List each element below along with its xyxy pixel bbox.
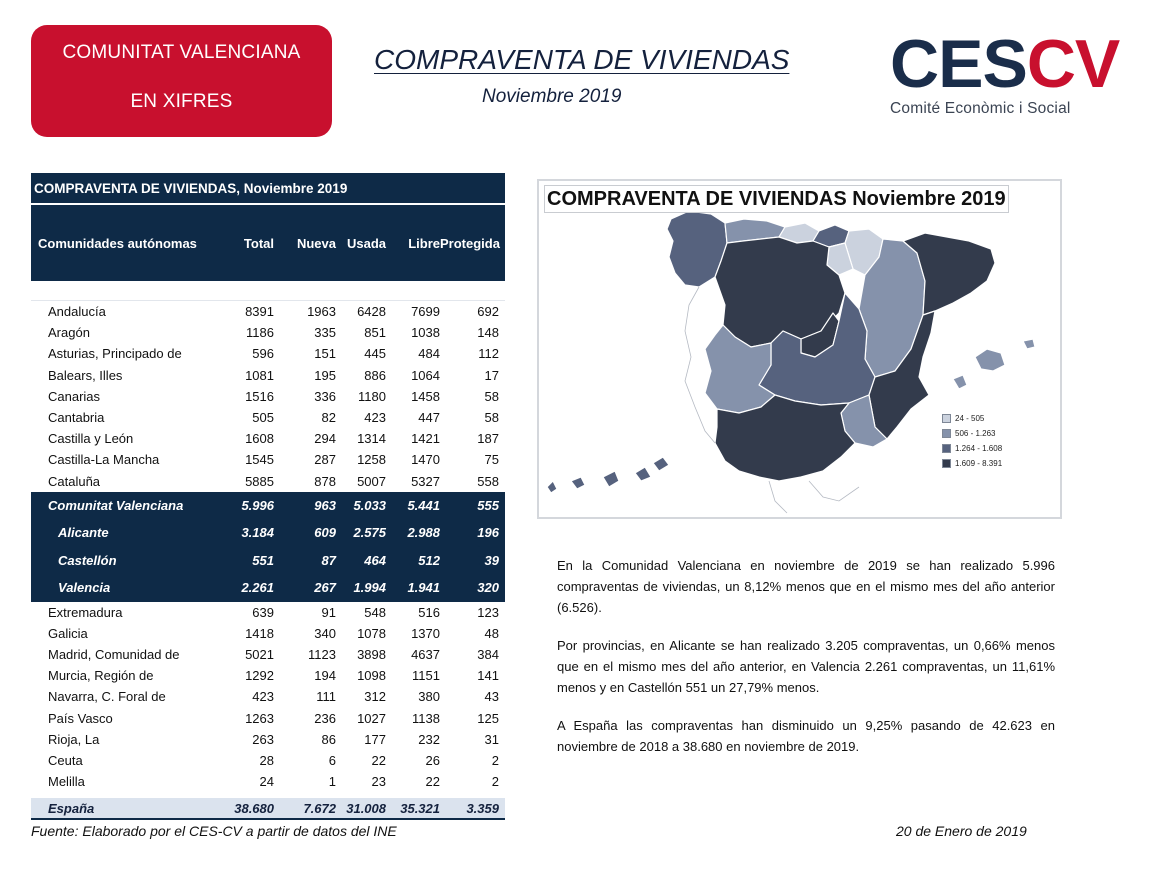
table-row [31,519,505,547]
row-label: Canarias [48,388,101,404]
row-label: Balears, Illes [48,367,123,383]
table-row [31,644,505,665]
cell-nueva: 195 [314,367,336,383]
cell-usada: 423 [364,409,386,425]
table-row [31,449,505,470]
cell-nueva: 111 [316,689,336,705]
cell-total: 24 [259,774,274,790]
table-row [31,574,505,602]
cell-usada: 312 [364,689,386,705]
cell-protegida: 39 [484,552,499,568]
cell-total: 263 [252,731,274,747]
cell-protegida: 112 [478,346,499,362]
cell-usada: 548 [364,604,386,620]
cell-total: 5.996 [241,497,274,513]
cell-total: 1608 [245,431,274,447]
cell-libre: 7699 [411,304,440,319]
table-header [31,205,505,281]
cell-protegida: 3.359 [466,801,499,817]
row-label: España [48,801,95,817]
cell-nueva: 6 [328,753,336,768]
row-label: Castilla y León [48,431,134,447]
cell-protegida: 692 [477,304,499,319]
cell-libre: 1458 [411,388,440,404]
row-label: Ceuta [48,753,83,768]
cell-protegida: 58 [484,388,499,404]
cell-libre: 1421 [411,431,440,447]
cell-usada: 1098 [357,668,386,684]
row-label: Cataluña [48,473,101,489]
cell-total: 639 [252,604,274,620]
cell-nueva: 86 [321,731,336,747]
map-region-canarias [547,457,669,493]
table-title: COMPRAVENTA DE VIVIENDAS, Noviembre 2019 [31,173,505,205]
cell-protegida: 555 [477,497,499,513]
cell-nueva: 878 [314,473,336,489]
row-label: Rioja, La [48,731,100,747]
row-label: Castilla-La Mancha [48,452,160,468]
row-label: Murcia, Región de [48,668,154,684]
cell-usada: 1027 [357,710,386,726]
row-label: Madrid, Comunidad de [48,647,180,663]
cell-protegida: 31 [484,731,499,747]
cell-protegida: 75 [484,452,499,468]
col-header-region: Comunidades autónomas [38,235,197,251]
cell-usada: 445 [364,346,386,362]
cell-protegida: 48 [484,625,499,641]
cescv-logo: CESCV Comité Econòmic i Social [890,26,1120,117]
page-subtitle: Noviembre 2019 [482,86,622,107]
cell-protegida: 43 [484,689,499,705]
cell-protegida: 558 [477,473,499,489]
cell-libre: 1470 [411,452,440,468]
cell-total: 423 [252,689,274,705]
publication-date: 20 de Enero de 2019 [896,823,1027,839]
page-title: COMPRAVENTA DE VIVIENDAS [374,44,790,75]
badge-line-2: EN XIFRES [130,91,233,112]
row-label: País Vasco [48,710,113,726]
cell-libre: 35.321 [400,801,440,817]
cell-protegida: 17 [484,367,499,383]
cell-nueva: 151 [314,346,336,362]
cell-nueva: 963 [314,497,336,513]
row-label: Castellón [58,552,117,568]
row-label: Extremadura [48,604,123,620]
cell-total: 1516 [245,388,274,404]
cell-total: 505 [252,409,274,425]
cell-libre: 516 [418,604,440,620]
legend-item: 506 - 1.263 [942,426,1002,441]
row-label: Galicia [48,625,88,641]
row-label: Andalucía [48,304,106,319]
cell-usada: 5007 [357,473,386,489]
cell-libre: 232 [418,731,440,747]
legend-item: 1.609 - 8.391 [942,456,1002,471]
cell-usada: 1258 [357,452,386,468]
cell-usada: 3898 [357,647,386,663]
table-row [31,428,505,449]
row-label: Alicante [58,525,109,541]
row-label: Aragón [48,325,90,341]
cell-protegida: 187 [477,431,499,447]
cell-usada: 22 [371,753,386,768]
cell-total: 3.184 [241,525,274,541]
row-label: Comunitat Valenciana [48,497,184,513]
summary-paragraph-1: En la Comunidad Valenciana en noviembre de 2019 se han realizado 5.996 compraventas de viviendas, un 8,12% menos que en el mismo mes del año anterior (6.526). [557,558,1055,615]
cell-libre: 1151 [412,668,440,684]
cell-nueva: 1963 [307,304,336,319]
cell-usada: 464 [364,552,386,568]
cell-nueva: 340 [314,625,336,641]
cell-usada: 2.575 [353,525,386,541]
col-header-nueva: Nueva [296,235,336,251]
cell-nueva: 294 [314,431,336,447]
cell-protegida: 141 [477,668,499,684]
cell-libre: 26 [425,753,440,768]
cell-libre: 5327 [411,473,440,489]
summary-paragraph-2: Por provincias, en Alicante se han realizado 3.205 compraventas, un 0,66% menos que en el mismo mes del año anterior, en Valencia 2.261 compraventas, un 11,61% menos y en Castellón 551 un 27,79% menos. [557,638,1055,695]
cell-protegida: 125 [477,710,499,726]
choropleth-map [537,179,1062,519]
cell-total: 5021 [245,647,274,663]
cell-nueva: 91 [321,604,336,620]
cell-libre: 447 [418,409,440,425]
cell-libre: 512 [418,552,440,568]
table-row [31,407,505,428]
col-header-protegida: Protegida [440,235,500,251]
cell-libre: 1.941 [407,580,440,596]
table-row [31,301,505,322]
cell-total: 28 [259,753,274,768]
table-row [31,322,505,343]
legend-swatch [942,414,951,423]
cell-libre: 4637 [411,647,440,663]
sales-table [31,173,505,820]
source-note: Fuente: Elaborado por el CES-CV a partir de datos del INE [31,823,397,839]
table-row [31,602,505,623]
cell-protegida: 196 [477,525,499,541]
cell-nueva: 609 [314,525,336,541]
cell-nueva: 194 [314,668,336,684]
cell-usada: 1.994 [353,580,386,596]
legend-swatch [942,459,951,468]
cell-protegida: 148 [477,325,499,341]
cell-usada: 1078 [357,625,386,641]
table-row [31,386,505,407]
cell-total: 5885 [245,473,274,489]
cell-nueva: 287 [314,452,336,468]
cell-nueva: 87 [321,552,336,568]
cell-usada: 1180 [358,388,386,404]
cell-total: 1186 [246,325,274,341]
row-label: Navarra, C. Foral de [48,689,166,705]
col-header-usada: Usada [346,235,386,251]
cell-nueva: 1 [328,774,336,790]
cell-usada: 6428 [357,304,386,319]
cell-libre: 1370 [411,625,440,641]
cell-protegida: 2 [491,774,499,790]
table-row [31,750,505,771]
row-label: Cantabria [48,409,105,425]
cell-nueva: 336 [314,388,336,404]
cell-usada: 23 [371,774,386,790]
cell-libre: 380 [418,689,440,705]
table-row [31,365,505,386]
summary-text [557,555,1055,774]
map-region-baleares [953,339,1035,389]
table-row [31,623,505,644]
table-row [31,547,505,575]
col-header-total: Total [243,235,274,251]
cell-total: 1418 [245,625,274,641]
cell-usada: 886 [364,367,386,383]
cell-libre: 1064 [411,367,440,383]
cell-usada: 31.008 [346,801,386,817]
table-row [31,343,505,364]
cell-usada: 1314 [357,431,386,447]
cell-total: 38.680 [234,801,274,817]
cell-protegida: 123 [477,604,499,620]
col-header-libre: Libre [408,235,440,251]
cell-libre: 2.988 [407,525,440,541]
row-label: Valencia [58,580,111,596]
cell-libre: 22 [425,774,440,790]
cell-total: 1081 [245,367,274,383]
cell-libre: 5.441 [407,497,440,513]
cell-total: 1292 [245,668,274,684]
cell-total: 1545 [245,452,274,468]
legend-swatch [942,444,951,453]
legend-item: 24 - 505 [942,411,1002,426]
summary-paragraph-3: A España las compraventas han disminuido un 9,25% pasando de 42.623 en noviembre de 2018 a 38.680 en noviembre de 2019. [557,718,1055,754]
region-badge [31,25,332,137]
cell-libre: 484 [418,346,440,362]
cell-total: 596 [252,346,274,362]
badge-line-1: COMUNITAT VALENCIANA [62,42,301,63]
cell-protegida: 384 [477,647,499,663]
cell-nueva: 7.672 [303,801,336,817]
table-row [31,492,505,520]
cell-protegida: 58 [484,409,499,425]
row-label: Asturias, Principado de [48,346,182,362]
cell-nueva: 1123 [308,647,336,663]
cell-libre: 1138 [412,710,440,726]
legend-item: 1.264 - 1.608 [942,441,1002,456]
logo-tagline: Comité Econòmic i Social [890,100,1071,117]
row-label: Melilla [48,774,85,790]
cell-nueva: 335 [314,325,336,341]
table-row [31,686,505,707]
cell-total: 1263 [245,710,274,726]
table-row [31,665,505,686]
cell-nueva: 236 [314,710,336,726]
cell-total: 2.261 [241,580,274,596]
cell-libre: 1038 [411,325,440,341]
map-title: COMPRAVENTA DE VIVIENDAS Noviembre 2019 [544,185,1009,213]
table-row [31,708,505,729]
table-row [31,771,505,792]
cell-protegida: 320 [477,580,499,596]
table-row [31,471,505,492]
cell-usada: 851 [364,325,386,341]
legend-swatch [942,429,951,438]
cell-usada: 5.033 [353,497,386,513]
cell-total: 8391 [245,304,274,319]
cell-nueva: 267 [314,580,336,596]
cell-total: 551 [252,552,274,568]
table-row [31,729,505,750]
cell-protegida: 2 [491,753,499,768]
cell-nueva: 82 [321,409,336,425]
table-row [31,798,505,820]
map-legend [942,411,1002,471]
cell-usada: 177 [364,731,386,747]
